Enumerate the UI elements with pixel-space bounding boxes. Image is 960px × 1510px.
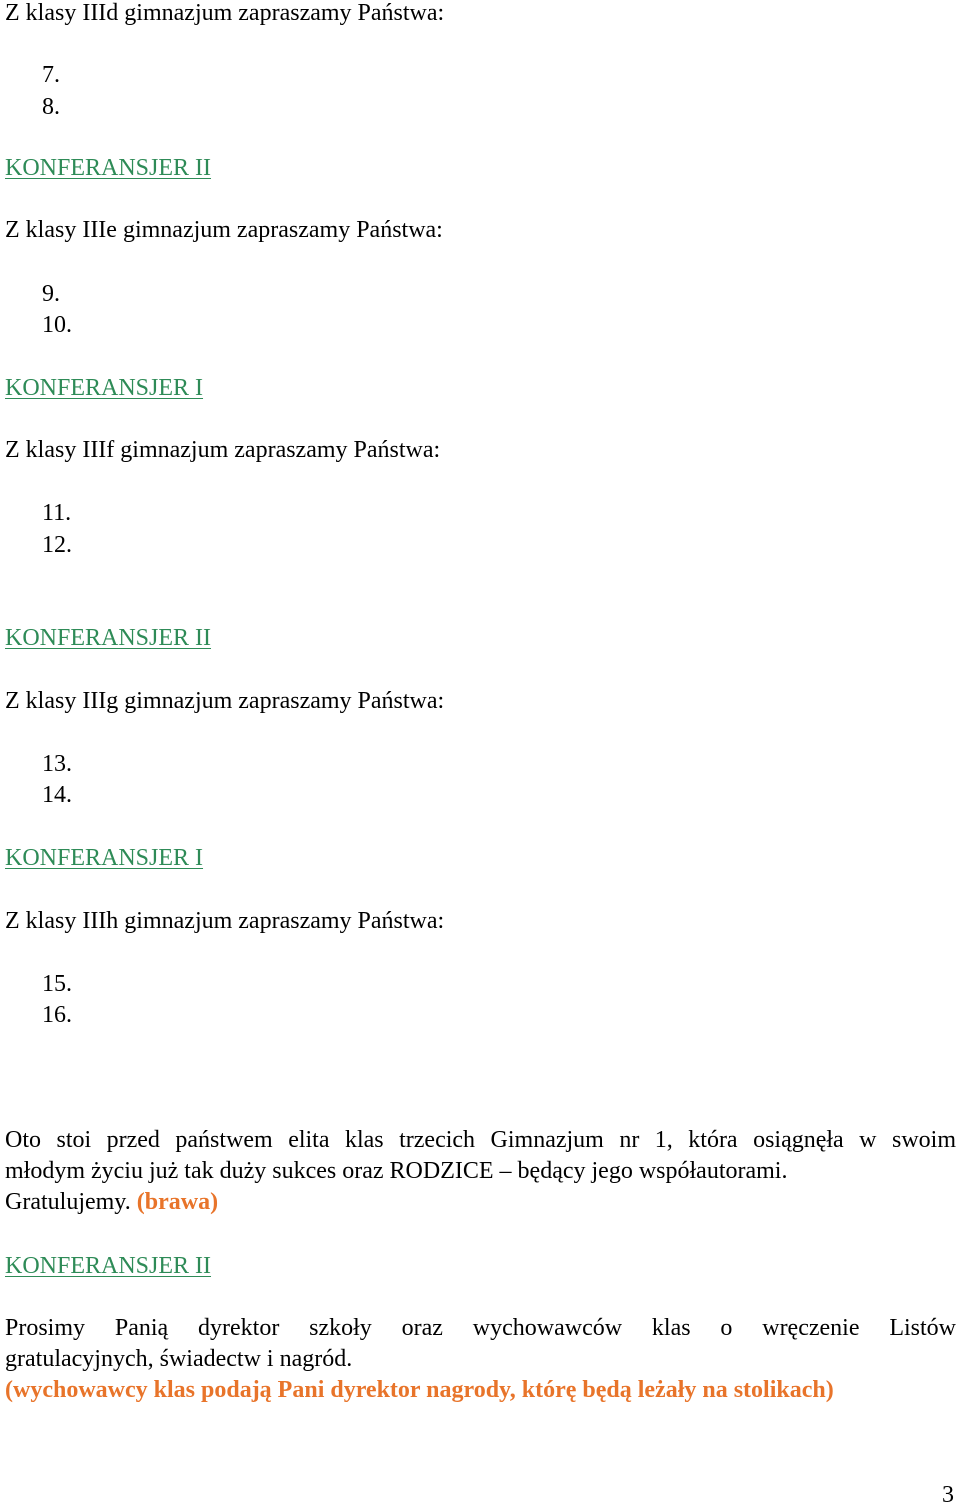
page-number: 3 (942, 1482, 954, 1508)
list-item-number: 13. (42, 751, 72, 777)
stage-direction: (wychowawcy klas podają Pani dyrektor nagrody, którę będą leżały na stolikach) (5, 1377, 834, 1403)
closing-text: Gratulujemy. (5, 1189, 131, 1215)
list-item-number: 7. (42, 62, 60, 88)
speaker-heading: KONFERANSJER II (5, 625, 212, 651)
closing-paragraph (5, 1125, 956, 1218)
speaker-heading: KONFERANSJER I (5, 375, 204, 401)
list-item-number: 11. (42, 500, 72, 526)
closing-line: Oto stoi przed państwem elita klas trzecich Gimnazjum nr 1, która osiągnęła w swoim (5, 1127, 956, 1153)
list-item-number: 10. (42, 312, 72, 338)
list-item-number: 12. (42, 532, 72, 558)
closing-line: młodym życiu już tak duży sukces oraz RODZICE – będący jego współautorami. (5, 1158, 788, 1184)
class-intro: Z klasy IIIg gimnazjum zapraszamy Państwa: (5, 688, 445, 714)
speaker-heading: KONFERANSJER I (5, 845, 204, 871)
list-item-number: 16. (42, 1002, 72, 1028)
list-item-number: 8. (42, 94, 60, 120)
class-intro: Z klasy IIIh gimnazjum zapraszamy Państwa: (5, 908, 445, 934)
speaker-heading: KONFERANSJER II (5, 155, 212, 181)
class-intro: Z klasy IIId gimnazjum zapraszamy Państwa: (5, 0, 445, 26)
speaker-heading: KONFERANSJER II (5, 1253, 212, 1279)
class-intro: Z klasy IIIe gimnazjum zapraszamy Państwa: (5, 217, 443, 243)
class-intro: Z klasy IIIf gimnazjum zapraszamy Państwa: (5, 437, 441, 463)
request-line: Prosimy Panią dyrektor szkoły oraz wychowawców klas o wręczenie Listów (5, 1315, 956, 1341)
closing-line (5, 1187, 956, 1218)
list-item-number: 15. (42, 971, 72, 997)
list-item-number: 14. (42, 782, 72, 808)
list-item-number: 9. (42, 281, 60, 307)
request-paragraph (5, 1313, 956, 1406)
stage-direction: (brawa) (136, 1189, 219, 1215)
request-line: gratulacyjnych, świadectw i nagród. (5, 1346, 353, 1372)
